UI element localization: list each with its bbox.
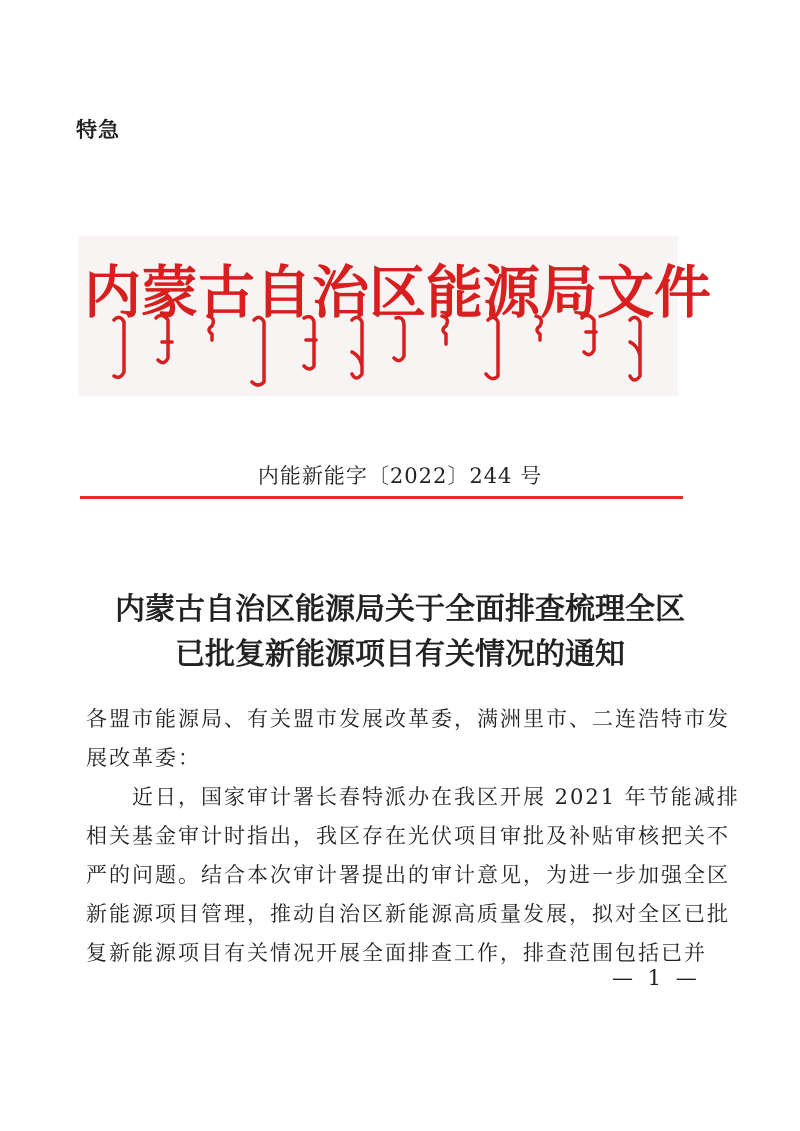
notice-title-line-1: 内蒙古自治区能源局关于全面排查梳理全区 <box>115 592 685 627</box>
body-line: 展改革委： <box>86 746 201 770</box>
urgency-label: 特急 <box>76 118 120 142</box>
document-number: 内能新能字〔2022〕244 号 <box>257 464 543 488</box>
body-line: 严的问题。结合本次审计署提出的审计意见，为进一步加强全区 <box>86 863 730 887</box>
body-line: 复新能源项目有关情况开展全面排查工作，排查范围包括已并 <box>86 941 707 965</box>
letterhead-title: 内蒙古自治区能源局文件 <box>84 260 711 326</box>
body-line: 相关基金审计时指出，我区存在光伏项目审批及补贴审核把关不 <box>86 824 730 848</box>
page-number: — 1 — <box>612 966 701 990</box>
mongolian-script-letterhead <box>96 312 666 392</box>
notice-title-line-2: 已批复新能源项目有关情况的通知 <box>175 637 625 672</box>
body-line: 新能源项目管理，推动自治区新能源高质量发展，拟对全区已批 <box>86 902 730 926</box>
red-divider-line <box>80 496 683 499</box>
body-line: 各盟市能源局、有关盟市发展改革委，满洲里市、二连浩特市发 <box>86 707 730 731</box>
body-line: 近日，国家审计署长春特派办在我区开展 2021 年节能减排 <box>86 785 740 809</box>
